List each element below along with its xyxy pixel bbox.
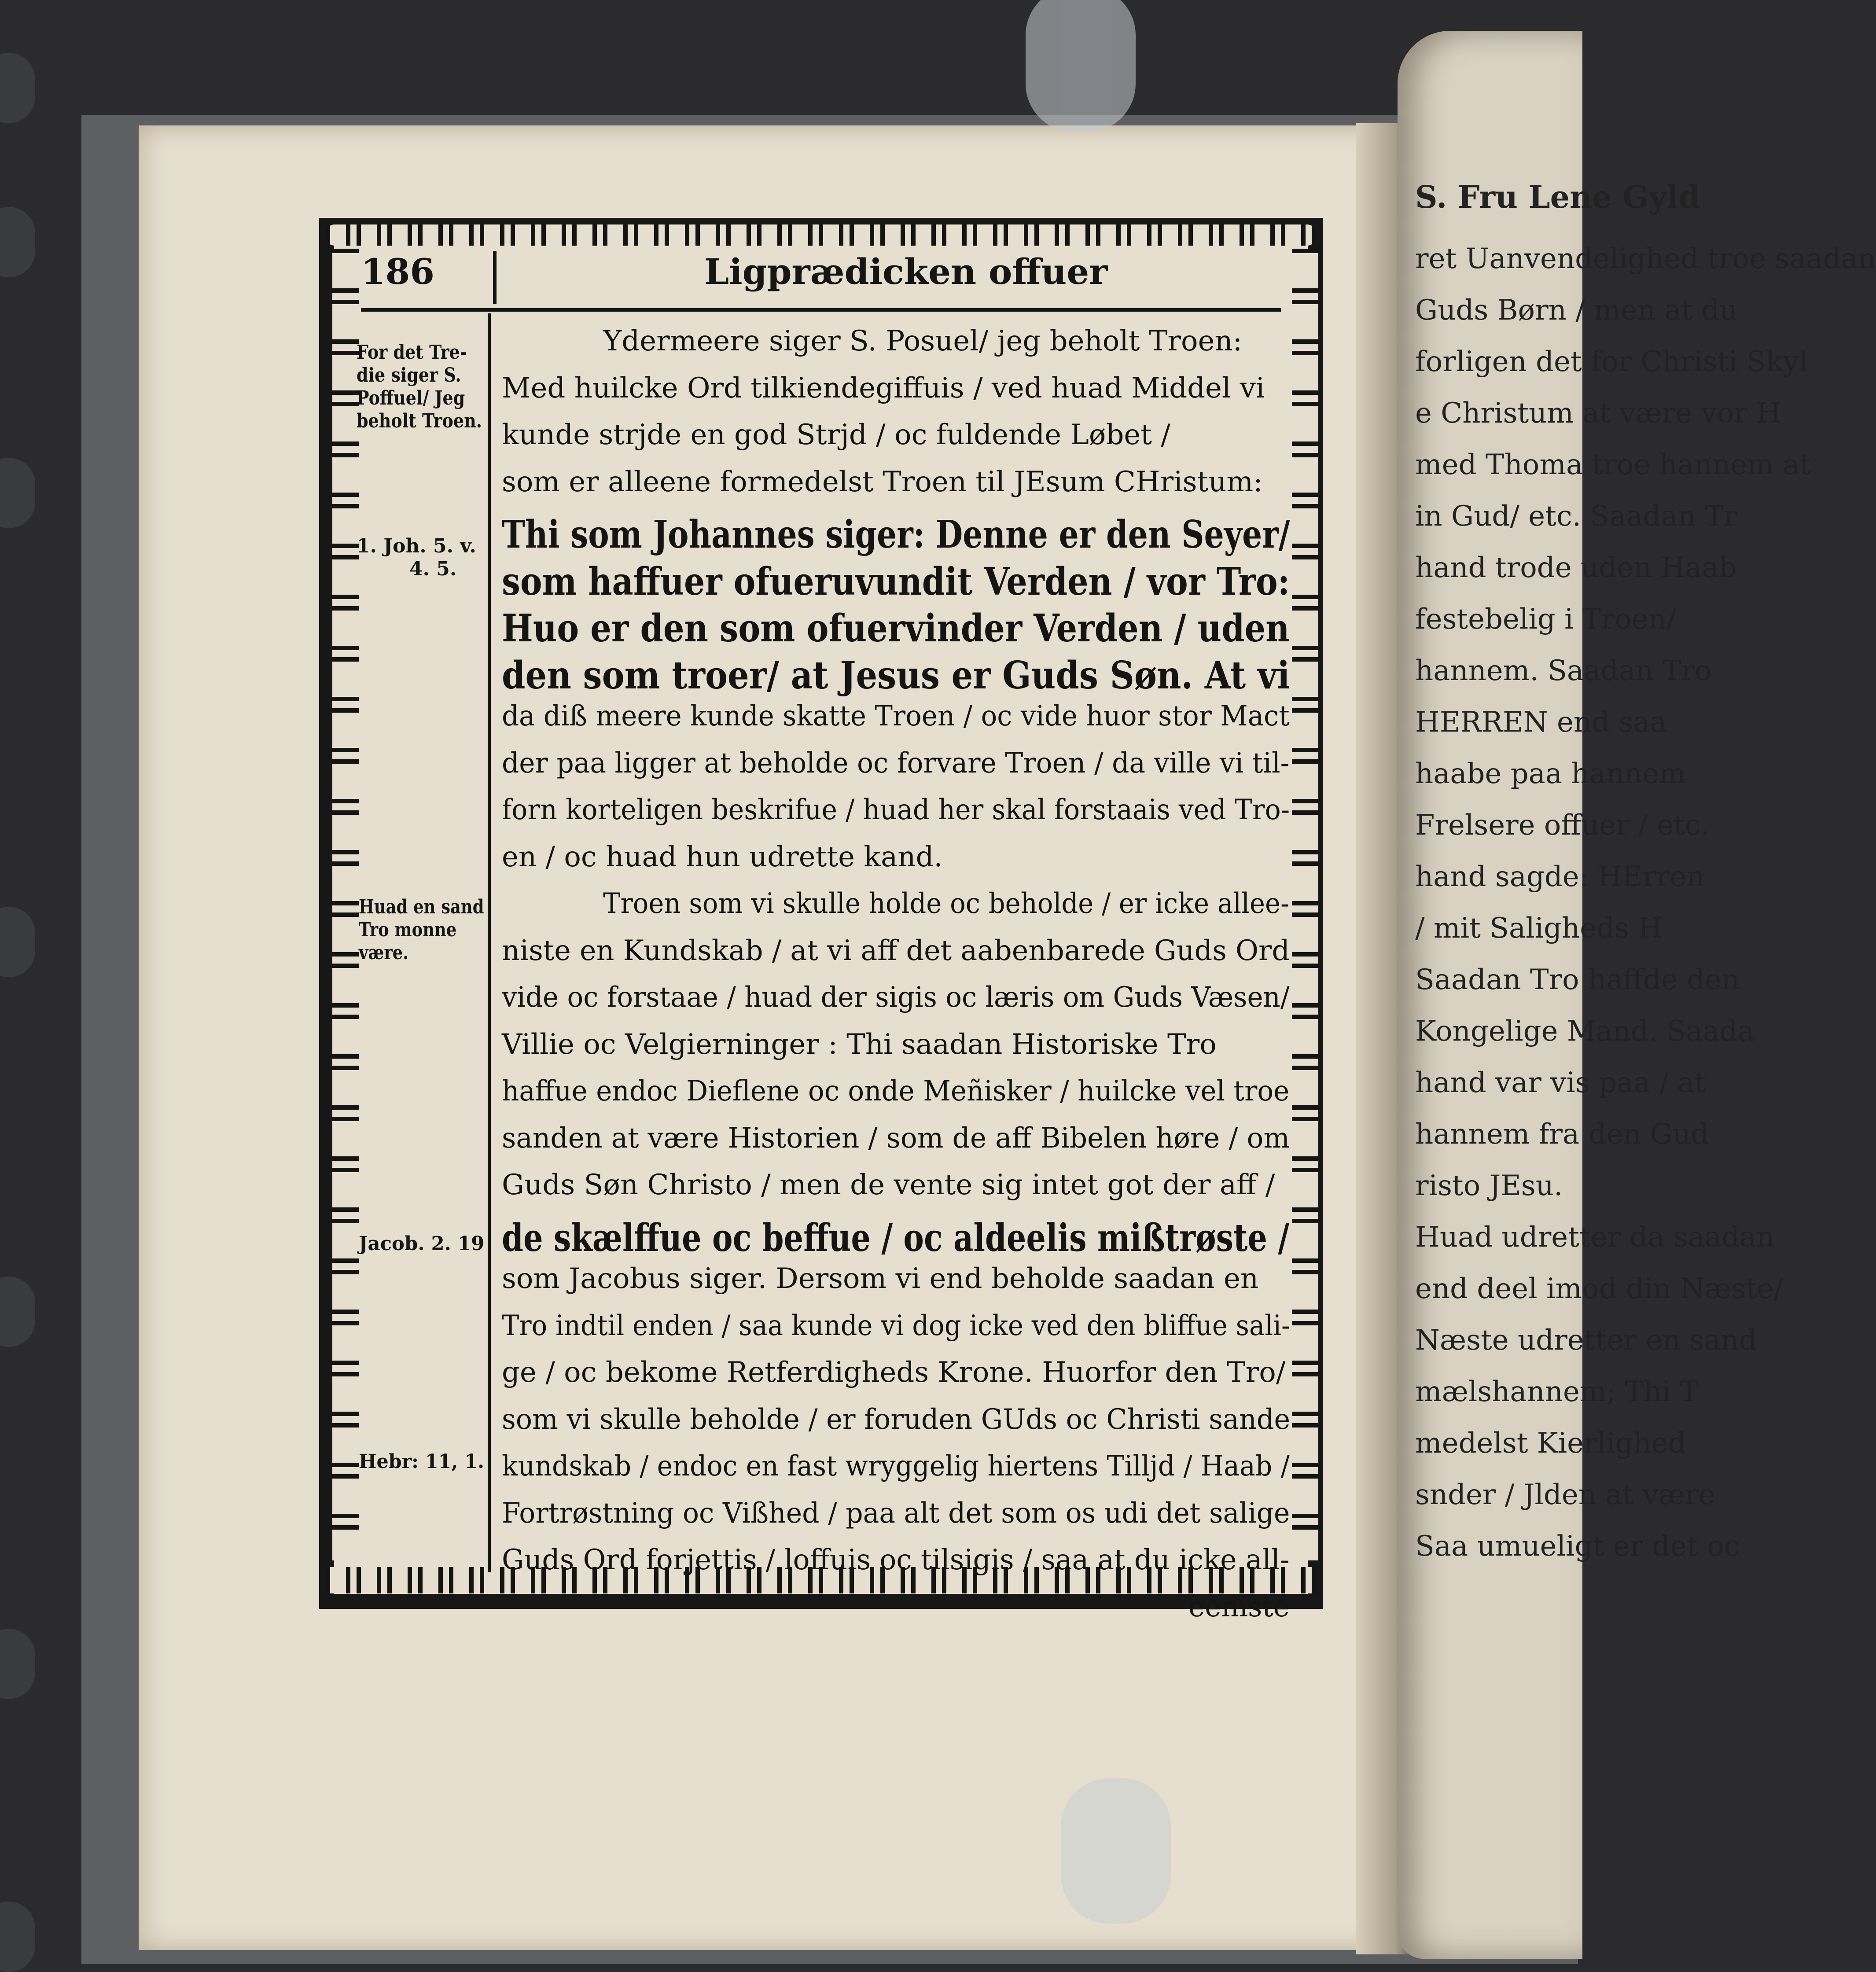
facing-line: forligen det for Christi Skyl — [1415, 346, 1808, 378]
margin-note-line: Tro monne — [359, 919, 457, 941]
body-line: der paa ligger at beholde oc forvare Troen / da ville vi til- — [502, 747, 1290, 780]
margin-note-line: Huad en sand — [359, 896, 484, 918]
margin-note-line: 1. Joh. 5. v. — [357, 535, 476, 557]
bed-peg — [0, 1902, 35, 1972]
facing-line: hand var vis paa / at — [1415, 1067, 1706, 1099]
facing-line: Saa umueligt er det oc — [1415, 1530, 1740, 1563]
body-line: eeniste — [1188, 1590, 1290, 1623]
body-line: som er alleene formedelst Troen til JEsum CHristum: — [502, 465, 1263, 498]
body-line: Fortrøstning oc Vißhed / paa alt det som os udi det salige — [502, 1497, 1290, 1530]
border-chain-top — [326, 224, 1316, 246]
facing-line: e Christum at være vor H — [1415, 397, 1781, 430]
facing-line: Frelsere offuer / etc. — [1415, 809, 1710, 842]
facing-line: haabe paa hannem — [1415, 758, 1686, 790]
page-clip-top — [1026, 0, 1136, 132]
margin-note-line: beholt Troen. — [357, 410, 482, 432]
body-line: ge / oc bekome Retferdigheds Krone. Huorfor den Tro/ — [502, 1356, 1286, 1389]
facing-line: medelst Kierlighed — [1415, 1427, 1686, 1460]
bed-peg — [0, 1629, 35, 1699]
body-line: forn korteligen beskrifue / huad her skal forstaais ved Tro- — [502, 794, 1290, 826]
body-line: Guds Søn Christo / men de vente sig intet got der aff / — [502, 1169, 1275, 1201]
facing-line: Næste udretter en sand — [1415, 1324, 1757, 1357]
facing-line: hannem fra den Gud — [1415, 1118, 1709, 1151]
margin-note-line: Jacob. 2. 19 — [359, 1232, 485, 1255]
margin-note-line: die siger S. — [357, 364, 461, 386]
page-header — [361, 251, 1285, 299]
border-chain-left — [332, 249, 359, 1560]
body-line: Huo er den som ofuervinder Verden / uden — [502, 606, 1290, 651]
body-line: Guds Ord forjettis / loffuis oc tilsigis / saa at du icke all- — [502, 1544, 1290, 1576]
body-line: som vi skulle beholde / er foruden GUds oc Christi sande — [502, 1403, 1291, 1436]
bed-peg — [0, 53, 35, 123]
facing-line: risto JEsu. — [1415, 1170, 1563, 1202]
body-line: Ydermeere siger S. Posuel/ jeg beholt Troen: — [603, 325, 1243, 357]
body-line: kunde strjde en god Strjd / oc fuldende Løbet / — [502, 419, 1170, 451]
body-line: som haffuer ofueruvundit Verden / vor Tro: — [502, 559, 1290, 604]
body-line: Thi som Johannes siger: Denne er den Seyer/ — [502, 512, 1290, 557]
scanner-bed-edge — [0, 0, 66, 1965]
facing-line: / mit Saligheds H — [1415, 912, 1663, 945]
bed-peg — [0, 207, 35, 277]
body-line: niste en Kundskab / at vi aff det aabenbarede Guds Ord — [502, 934, 1290, 967]
margin-note — [357, 341, 502, 433]
border-chain-right — [1292, 249, 1318, 1560]
body-line: Med huilcke Ord tilkiendegiffuis / ved huad Middel vi — [502, 372, 1265, 405]
bed-peg — [0, 907, 35, 977]
body-line: Villie oc Velgierninger : Thi saadan Historiske Tro — [502, 1028, 1217, 1061]
facing-line: in Gud/ etc. Saadan Tr — [1415, 500, 1737, 533]
body-line: den som troer/ at Jesus er Guds Søn. At vi — [502, 653, 1290, 698]
facing-line: end deel imod din Næste/ — [1415, 1273, 1784, 1305]
facing-line: HERREN end saa — [1415, 706, 1667, 739]
facing-line: ret Uanvendelighed troe saadan — [1415, 243, 1876, 275]
facing-line: hannem. Saadan Tro — [1415, 655, 1712, 687]
margin-note — [359, 1232, 486, 1255]
body-line: de skælffue oc beffue / oc aldeelis mißtrøste / — [502, 1215, 1289, 1260]
page-number: 186 — [361, 251, 434, 292]
body-line: Troen som vi skulle holde oc beholde / er icke allee- — [603, 887, 1290, 920]
margin-note-line: For det Tre- — [357, 341, 467, 364]
header-rule — [361, 308, 1281, 312]
margin-note — [359, 896, 508, 964]
facing-line: med Thoma troe hannem at — [1415, 449, 1811, 481]
facing-line: festebelig i Troen/ — [1415, 603, 1676, 636]
facing-running-head: S. Fru Lene Gyld — [1415, 179, 1700, 215]
facing-line: Guds Børn / men at du — [1415, 294, 1738, 327]
margin-note-line: 4. 5. — [409, 558, 457, 580]
facing-line: Huad udretter da saadan — [1415, 1221, 1775, 1254]
bed-peg — [0, 1277, 35, 1347]
body-line: haffue endoc Dieflene oc onde Meñisker / huilcke vel troe — [502, 1075, 1290, 1107]
facing-line: Saadan Tro haffde den — [1415, 964, 1740, 996]
body-line: kundskab / endoc en fast wryggelig hiertens Tilljd / Haab / — [502, 1450, 1290, 1483]
margin-note-line: Poffuel/ Jeg — [357, 387, 465, 409]
bed-peg — [0, 458, 35, 528]
body-line: som Jacobus siger. Dersom vi end beholde saadan en — [502, 1262, 1259, 1295]
margin-note — [359, 1450, 488, 1473]
margin-note — [357, 535, 476, 581]
facing-line: snder / Jlden at være — [1415, 1479, 1715, 1511]
body-line: da diß meere kunde skatte Troen / oc vide huor stor Mact — [502, 700, 1290, 732]
page-clip-bottom — [1061, 1778, 1171, 1924]
header-divider — [493, 251, 497, 304]
body-line: Tro indtil enden / saa kunde vi dog icke ved den bliffue sali- — [502, 1309, 1290, 1342]
facing-line: hand sagde: HErren — [1415, 861, 1705, 893]
body-line: vide oc forstaae / huad der sigis oc læris om Guds Væsen/ — [502, 981, 1290, 1014]
facing-line: mælshannem; Thi T — [1415, 1376, 1699, 1408]
facing-line: hand trode uden Haab — [1415, 552, 1737, 584]
facing-page — [1398, 31, 1876, 1959]
body-line: en / oc huad hun udrette kand. — [502, 840, 943, 873]
margin-note-line: Hebr: 11, 1. — [359, 1450, 484, 1473]
running-head: Ligprædicken offuer — [704, 251, 1108, 292]
facing-line: Kongelige Mand. Saada — [1415, 1015, 1755, 1048]
body-line: sanden at være Historien / som de aff Bibelen høre / om — [502, 1122, 1290, 1155]
margin-note-line: være. — [359, 942, 409, 964]
